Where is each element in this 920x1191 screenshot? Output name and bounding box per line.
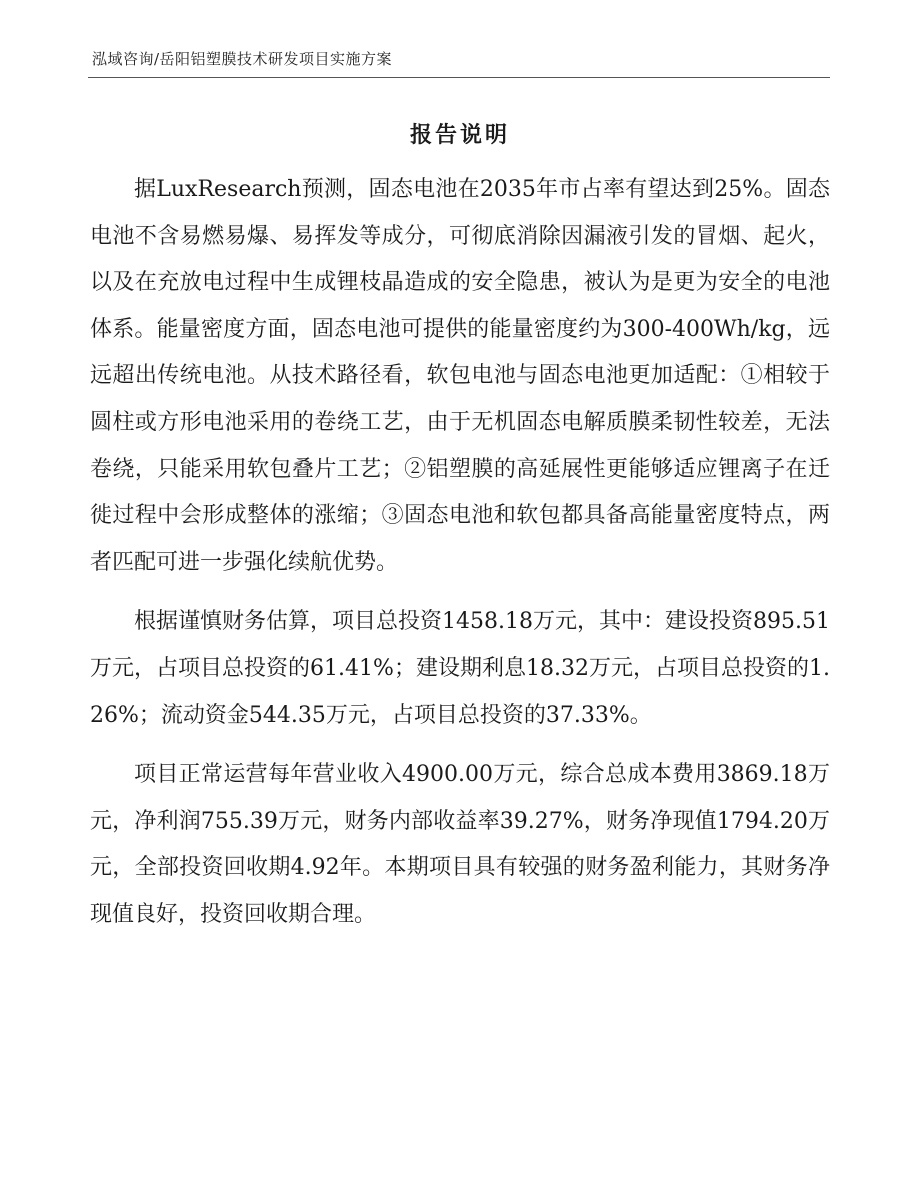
paragraph-market-outlook: 据LuxResearch预测，固态电池在2035年市占率有望达到25%。固态电池不含易燃易爆、易挥发等成分，可彻底消除因漏液引发的冒烟、起火，以及在充放电过程中生成锂枝晶造成的安全隐患，被认为是更为安全的电池体系。能量密度方面，固态电池可提供的能量密度约为300-400Wh/kg，远远超出传统电池。从技术路径看，软包电池与固态电池更加适配：①相较于圆柱或方形电池采用的卷绕工艺，由于无机固态电解质膜柔韧性较差，无法卷绕，只能采用软包叠片工艺；②铝塑膜的高延展性更能够适应锂离子在迁徙过程中会形成整体的涨缩；③固态电池和软包都具备高能量密度特点，两者匹配可进一步强化续航优势。	[90, 177, 830, 575]
document-title: 报告说明	[409, 123, 510, 148]
header-divider	[88, 77, 830, 78]
running-header: 泓域咨询/岳阳铝塑膜技术研发项目实施方案	[92, 50, 393, 68]
paragraph-financials: 项目正常运营每年营业收入4900.00万元，综合总成本费用3869.18万元，净利润755.39万元，财务内部收益率39.27%，财务净现值1794.20万元，全部投资回收期4.92年。本期项目具有较强的财务盈利能力，其财务净现值良好，投资回收期合理。	[90, 762, 830, 927]
document-body	[90, 167, 830, 939]
paragraph-investment: 根据谨慎财务估算，项目总投资1458.18万元，其中：建设投资895.51万元，占项目总投资的61.41%；建设期利息18.32万元，占项目总投资的1.26%；流动资金544.35万元，占项目总投资的37.33%。	[90, 609, 830, 728]
